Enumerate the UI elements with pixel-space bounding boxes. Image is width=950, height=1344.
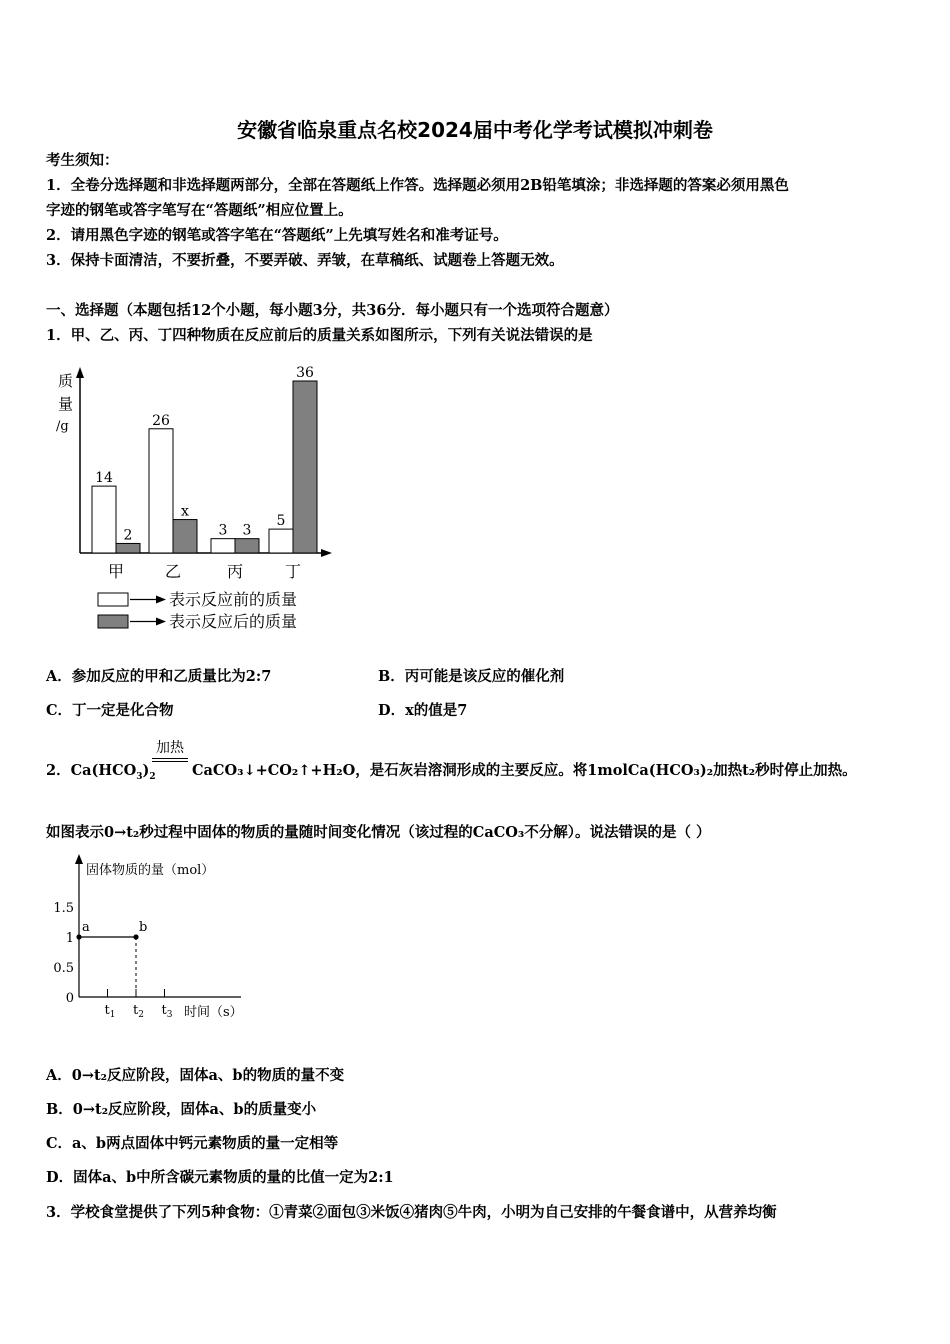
x-tick-label-2: $t_2$	[133, 1003, 144, 1020]
notice-item-2: 2．请用黑色字迹的钢笔或答字笔在“答题纸”上先填写姓名和准考证号。	[46, 227, 508, 244]
bar-after-3	[235, 539, 259, 553]
q2-option-a: A．0→t₂反应阶段，固体a、b的物质的量不变	[46, 1067, 345, 1084]
y-axis-label-part1: 质	[58, 372, 74, 390]
bar-label-after-1: 2	[123, 527, 133, 544]
bar-label-before-4: 5	[276, 513, 286, 530]
question-3-stem: 3．学校食堂提供了下列5种食物：①青菜②面包③米饭④猪肉⑤牛肉，小明为自己安排的午餐食谱中，从营养均衡	[46, 1204, 777, 1221]
y-axis-arrow	[75, 854, 83, 864]
bar-before-2	[149, 429, 173, 553]
point-a	[76, 934, 81, 939]
bar-label-after-3: 3	[242, 522, 252, 539]
y-tick-label-1: 1.5	[53, 901, 74, 916]
legend-label-1: 表示反应前的质量	[169, 590, 298, 609]
mass-bar-chart	[46, 362, 346, 637]
category-label-3: 丙	[226, 562, 244, 581]
moles-time-chart	[46, 852, 266, 1027]
bar-series-group	[92, 365, 317, 581]
x-tick-label-3: $t_3$	[161, 1003, 173, 1020]
y-tick-label-2: 1	[65, 931, 74, 946]
legend-arrow-head-1	[156, 596, 166, 604]
legend-arrow-head-2	[156, 618, 166, 626]
category-label-4: 丁	[284, 562, 302, 581]
x-axis-label: 时间（s）	[184, 1005, 243, 1020]
point-label-b: b	[139, 920, 148, 935]
reaction-condition: 加热	[156, 740, 184, 756]
point-b	[133, 934, 138, 939]
chart-legend	[98, 590, 297, 631]
axis-ticks	[53, 901, 172, 1020]
bar-label-before-2: 26	[152, 412, 170, 429]
notice-heading: 考生须知：	[46, 152, 119, 169]
y-axis-label-part2: 量	[58, 395, 74, 413]
legend-swatch-1	[98, 593, 128, 606]
bar-after-4	[293, 381, 317, 553]
notice-item-3: 3．保持卡面清洁，不要折叠，不要弄破、弄皱，在草稿纸、试题卷上答题无效。	[46, 252, 564, 269]
bar-before-3	[211, 539, 235, 553]
q1-option-b: B．丙可能是该反应的催化剂	[378, 668, 565, 685]
y-axis-label: 固体物质的量（mol）	[86, 863, 215, 878]
section-heading: 一、选择题（本题包括12个小题，每小题3分，共36分．每小题只有一个选项符合题意）	[46, 302, 619, 319]
bar-label-after-2: x	[181, 503, 189, 520]
y-tick-label-4: 0	[65, 991, 74, 1006]
bar-after-2	[173, 520, 197, 553]
bar-before-1	[92, 486, 116, 553]
data-marks	[76, 920, 147, 997]
question-1-stem: 1．甲、乙、丙、丁四种物质在反应前后的质量关系如图所示，下列有关说法错误的是	[46, 327, 593, 344]
x-axis-arrow	[321, 549, 332, 557]
x-tick-label-1: $t_1$	[104, 1003, 116, 1020]
bar-after-1	[116, 543, 140, 553]
q1-option-d: D．x的值是7	[378, 702, 468, 719]
page-title: 安徽省临泉重点名校2024届中考化学考试模拟冲刺卷	[237, 118, 713, 142]
legend-swatch-2	[98, 615, 128, 628]
category-label-1: 甲	[107, 562, 125, 581]
point-label-a: a	[82, 920, 90, 935]
bar-label-after-4: 36	[296, 365, 314, 381]
q2-equation-right: CaCO₃↓+CO₂↑+H₂O，是石灰岩溶洞形成的主要反应。将1molCa(HCO₃)₂加热t₂秒时停止加热。	[192, 762, 857, 779]
bar-before-4	[269, 529, 293, 553]
q2-option-c: C．a、b两点固体中钙元素物质的量一定相等	[46, 1135, 339, 1152]
bar-label-before-3: 3	[218, 522, 228, 539]
q2-option-d: D．固体a、b中所含碳元素物质的量的比值一定为2:1	[46, 1169, 394, 1186]
notice-item-1-cont: 字迹的钢笔或答字笔写在“答题纸”相应位置上。	[46, 202, 353, 219]
legend-label-2: 表示反应后的质量	[169, 612, 298, 631]
bar-label-before-1: 14	[95, 470, 113, 487]
q1-option-c: C．丁一定是化合物	[46, 702, 174, 719]
y-axis-label-part3: /g	[56, 419, 69, 434]
y-tick-label-3: 0.5	[53, 961, 74, 976]
notice-item-1: 1．全卷分选择题和非选择题两部分，全部在答题纸上作答。选择题必须用2B铅笔填涂；非选择题的答案必须用黑色	[46, 177, 789, 194]
q2-stem-line2: 如图表示0→t₂秒过程中固体的物质的量随时间变化情况（该过程的CaCO₃不分解）。说法错误的是（ ）	[46, 824, 711, 841]
equation-bar-top	[152, 758, 188, 759]
y-axis-arrow	[76, 367, 84, 378]
equation-bar-bottom	[152, 761, 188, 762]
q2-equation-left: 2．$Ca(HCO_3)_2$	[46, 762, 156, 782]
q1-option-a: A．参加反应的甲和乙质量比为2:7	[46, 668, 272, 685]
category-label-2: 乙	[164, 562, 182, 581]
q2-option-b: B．0→t₂反应阶段，固体a、b的质量变小	[46, 1101, 317, 1118]
